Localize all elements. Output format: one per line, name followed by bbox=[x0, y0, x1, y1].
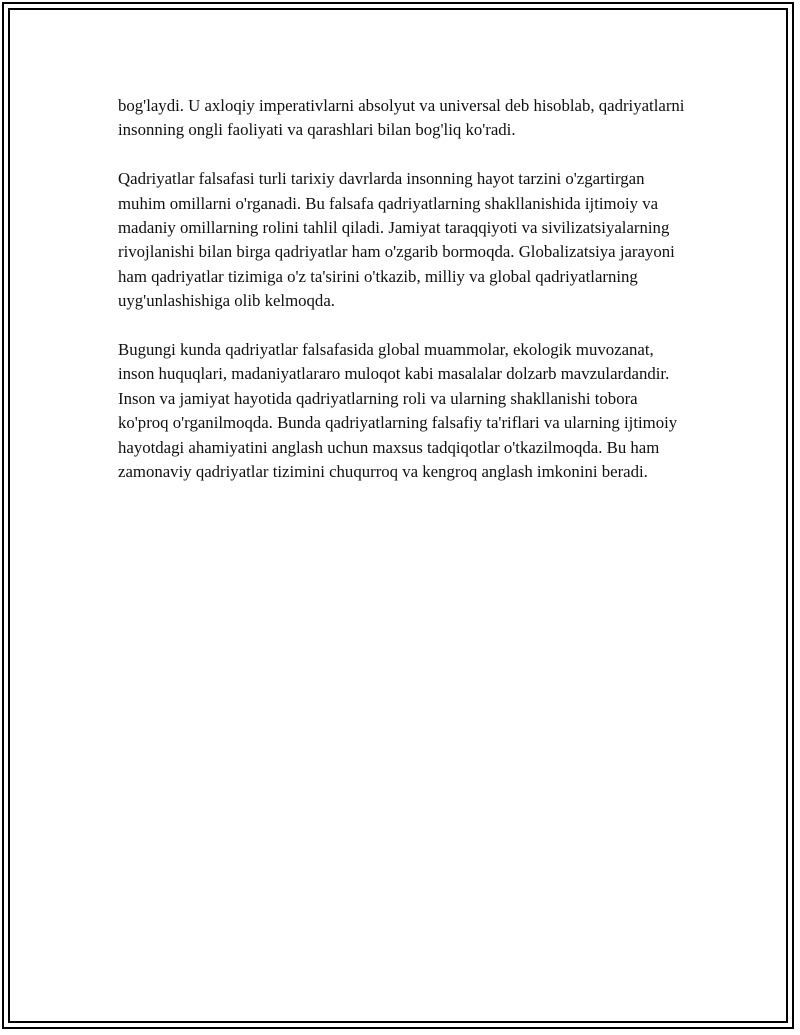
paragraph: bog'laydi. U axloqiy imperativlarni absolyut va universal deb hisoblab, qadriyatlarni insonning ongli faoliyati va qarashlari bilan bog'liq ko'radi. bbox=[118, 96, 685, 140]
paragraph: Bugungi kunda qadriyatlar falsafasida global muammolar, ekologik muvozanat, inson huquqlari, madaniyatlararo muloqot kabi masalalar dolzarb mavzulardandir. Inson va jamiyat hayotida qadriyatlarning roli va ularning shakllanishi tobora ko'proq o'rganilmoqda. Bunda qadriyatlarning falsafiy ta'riflari va ularning ijtimoiy hayotdagi ahamiyatini anglash uchun maxsus tadqiqotlar o'tkazilmoqda. Bu ham zamonaviy qadriyatlar tizimini chuqurroq va kengroq anglash imkonini beradi. bbox=[118, 340, 678, 482]
document-body bbox=[118, 94, 688, 509]
paragraph: Qadriyatlar falsafasi turli tarixiy davrlarda insonning hayot tarzini o'zgartirgan muhim omillarni o'rganadi. Bu falsafa qadriyatlarning shakllanishida ijtimoiy va madaniy omillarning rolini tahlil qiladi. Jamiyat taraqqiyoti va sivilizatsiyalarning rivojlanishi bilan birga qadriyatlar ham o'zgarib bormoqda. Globalizatsiya jarayoni ham qadriyatlar tizimiga o'z ta'sirini o'tkazib, milliy va global qadriyatlarning uyg'unlashishiga olib kelmoqda. bbox=[118, 169, 675, 311]
